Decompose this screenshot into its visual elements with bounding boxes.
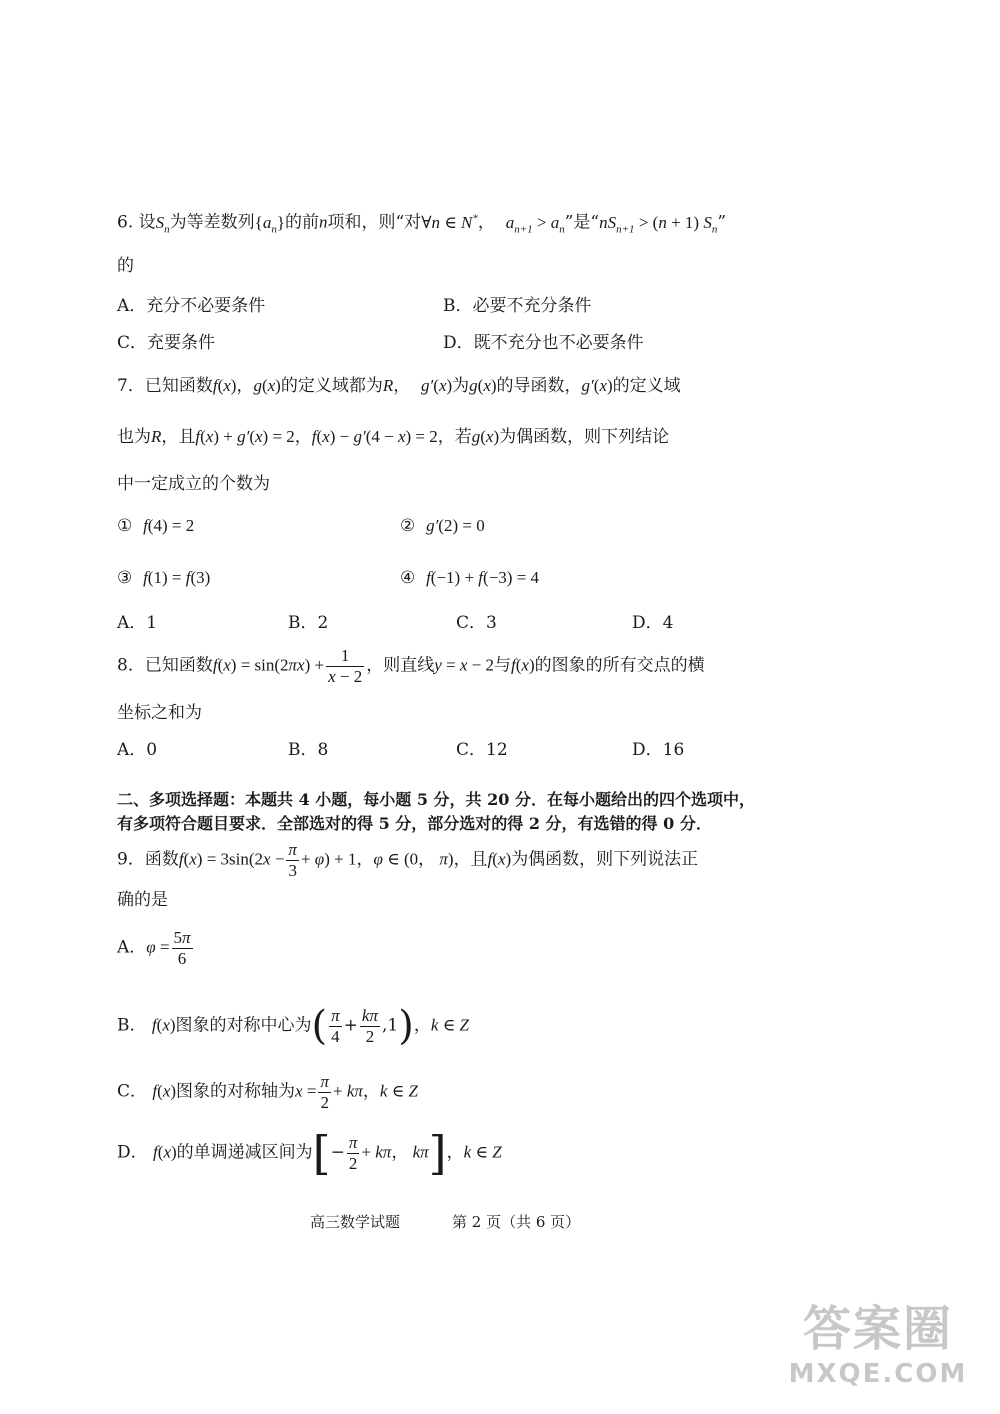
q9-stem-line1: 9．函数f(x) = 3sin(2x − $\frac{\pi}{3}$ + φ) + 1，φ ∈ (0， π)，且f(x)为偶函数，则下列说法正 [117,840,699,880]
footer-exam-title: 高三数学试题 [310,1213,401,1231]
q7-stem-line3: 中一定成立的个数为 [117,474,270,494]
q7-claim-4: ④ f(−1) + f(−3) = 4 [400,568,540,588]
q6-option-c: C．充要条件 [117,333,216,353]
section-2-heading-line2: 有多项符合题目要求．全部选对的得 5 分，部分选对的得 2 分，有选错的得 0 分． [117,814,712,833]
q7-option-d: D．4 [632,613,674,633]
q6-stem: 6. 设$S_n$为等差数列$\{a_n\}$的前n项和，则“对∀n ∈ N*， $a_{n+1} > a_n$”是“$nS_{n+1} > (n + 1)$ $S_n$” [117,212,727,236]
q7-option-a: A．1 [117,613,158,633]
q8-option-a: A．0 [117,740,158,760]
watermark-logo: 答案圈 MXQE.COM [788,1301,968,1389]
q6-option-d: D．既不充分也不必要条件 [443,333,644,353]
q8-stem-line1: 8．已知函数f(x) = sin(2πx) + $\frac{1}{x - 2}$ ，则直线y = x − 2与f(x)的图象的所有交点的横 [117,646,705,686]
q9-option-b: B． f(x)图象的对称中心为( $\frac{\pi}{4}$ + $\frac{k\pi}{2}$ ,1)，k ∈ Z [117,1003,469,1050]
q8-option-d: D．16 [632,740,685,760]
q7-option-c: C．3 [456,613,497,633]
q9-option-d: D． f(x)的单调递减区间为[− $\frac{\pi}{2}$ + kπ， kπ]，k ∈ Z [117,1126,502,1180]
q8-number: 8．已知函数 [117,655,213,676]
q6-option-a: A．充分不必要条件 [117,296,266,316]
q7-option-b: B．2 [288,613,329,633]
q7-stem-line2: 也为R，且f(x) + g′(x) = 2，f(x) − g′(4 − x) = 2，若g(x)为偶函数，则下列结论 [117,427,670,447]
q6-option-b: B．必要不充分条件 [443,296,592,316]
q9-number: 9．函数 [117,849,179,870]
section-2-heading-line1: 二、多项选择题：本题共 4 小题，每小题 5 分，共 20 分．在每小题给出的四个选项中， [117,790,755,809]
q8-option-b: B．8 [288,740,329,760]
q7-stem-line1: 7．已知函数f(x)，g(x)的定义域都为R， g′(x)为g(x)的导函数，g′(x)的定义域 [117,376,681,396]
q8-stem-line2: 坐标之和为 [117,703,202,723]
q8-option-c: C．12 [456,740,508,760]
q6-stem-cont: 的 [117,256,134,276]
q9-stem-line2: 确的是 [117,890,168,910]
footer-page-number: 第 2 页（共 6 页） [452,1213,581,1231]
q6-number: 6. [117,212,134,233]
q7-number: 7．已知函数 [117,376,213,396]
q7-claim-2: ② g′(2) = 0 [400,516,485,536]
q7-claim-1: ① f(4) = 2 [117,516,195,536]
q9-option-c: C． f(x)图象的对称轴为x = $\frac{\pi}{2}$ + kπ，k ∈ Z [117,1072,418,1112]
q7-claim-3: ③ f(1) = f(3) [117,568,211,588]
q9-option-a: A．φ = $\frac{5\pi}{6}$ [117,928,191,968]
